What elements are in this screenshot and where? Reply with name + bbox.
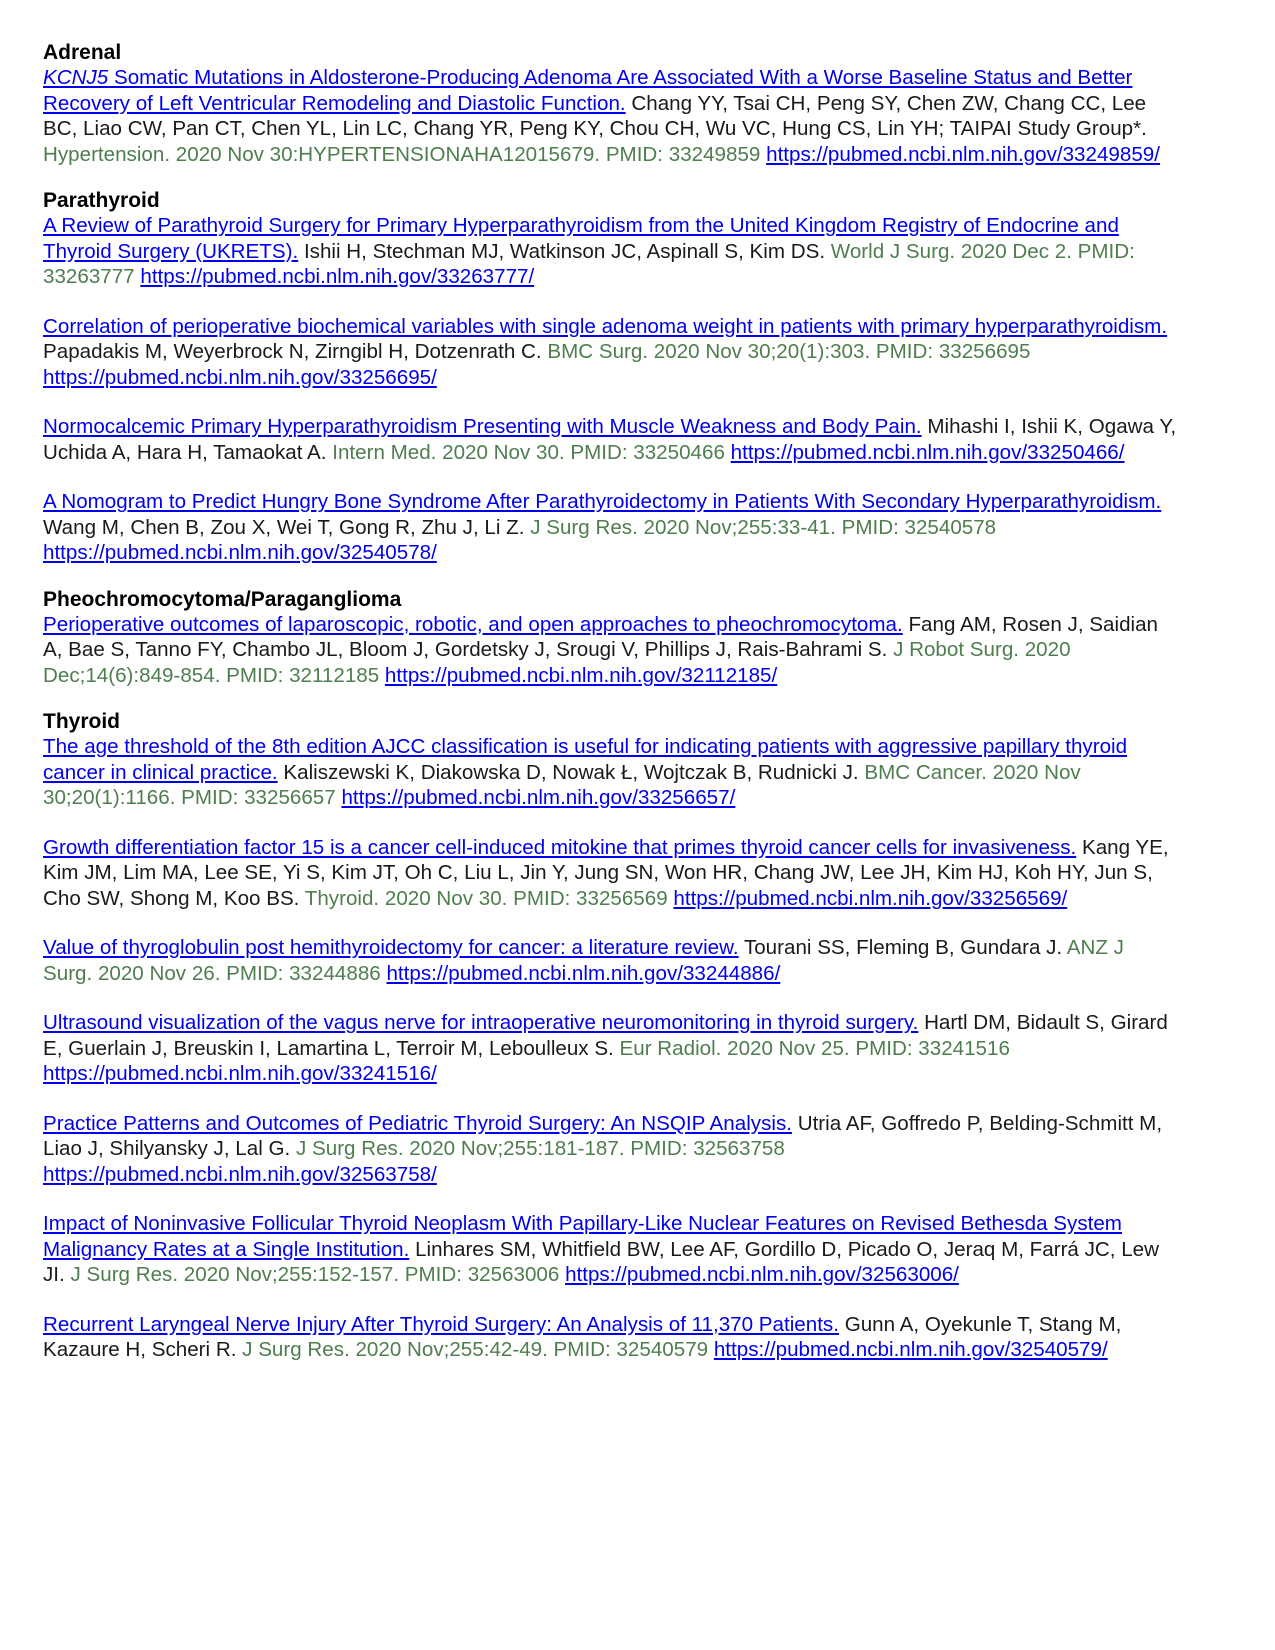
article-title-link[interactable]	[43, 315, 1167, 338]
article-title-text: Growth differentiation factor 15 is a cancer cell-induced mitokine that primes thyroid cancer cells for invasiveness.	[43, 835, 1077, 859]
article-title-text: Recurrent Laryngeal Nerve Injury After Thyroid Surgery: An Analysis of 11,370 Patients.	[43, 1312, 839, 1336]
citation-entry	[43, 835, 1178, 912]
journal-citation: Hypertension. 2020 Nov 30:HYPERTENSIONAHA12015679. PMID: 33249859	[43, 142, 761, 166]
pubmed-url-link[interactable]: https://pubmed.ncbi.nlm.nih.gov/33249859/	[766, 142, 1160, 166]
journal-citation: J Surg Res. 2020 Nov;255:42-49. PMID: 32540579	[242, 1338, 709, 1361]
pubmed-url-link[interactable]: https://pubmed.ncbi.nlm.nih.gov/32540578/	[43, 541, 437, 564]
journal-citation: J Robot Surg. 2020 Dec;14(6):849-854. PMID: 32112185	[43, 638, 1071, 687]
authors: Mihashi I, Ishii K, Ogawa Y, Uchida A, Hara H, Tamaokat A.	[43, 415, 1177, 464]
authors: Tourani SS, Fleming B, Gundara J.	[743, 936, 1063, 959]
article-title-text: Normocalcemic Primary Hyperparathyroidism Presenting with Muscle Weakness and Body Pain.	[43, 415, 922, 438]
citation-entry	[43, 1010, 1178, 1087]
article-title-text: Somatic Mutations in Aldosterone-Producing Adenoma Are Associated With a Worse Baseline Status and Better Recovery of Left Ventricular Remodeling and Diastolic Function.	[43, 66, 1133, 115]
article-title-link[interactable]	[43, 1112, 792, 1135]
pubmed-url-link[interactable]: https://pubmed.ncbi.nlm.nih.gov/32563758/	[43, 1162, 437, 1186]
journal-citation: BMC Cancer. 2020 Nov 30;20(1):1166. PMID: 33256657	[43, 760, 1081, 809]
citation-entry	[43, 1111, 1178, 1188]
article-title-link[interactable]	[43, 613, 903, 636]
article-title-link[interactable]	[43, 1313, 839, 1336]
article-title-text: A Nomogram to Predict Hungry Bone Syndrome After Parathyroidectomy in Patients With Secondary Hyperparathyroidism.	[43, 490, 1162, 513]
gene-name: KCNJ5	[43, 66, 109, 89]
pubmed-url-link[interactable]: https://pubmed.ncbi.nlm.nih.gov/32540579/	[713, 1338, 1108, 1361]
section-heading: Adrenal	[43, 41, 122, 64]
pubmed-url-link[interactable]: https://pubmed.ncbi.nlm.nih.gov/33244886/	[386, 961, 781, 985]
pubmed-url-link[interactable]: https://pubmed.ncbi.nlm.nih.gov/33256569/	[673, 886, 1068, 910]
section-parathyroid	[43, 188, 1178, 566]
citation-entry	[43, 1312, 1178, 1363]
authors: Hartl DM, Bidault S, Girard E, Guerlain J, Breuskin I, Lamartina L, Terroir M, Leboulleux S.	[43, 1011, 1168, 1060]
journal-citation: J Surg Res. 2020 Nov;255:33-41. PMID: 32540578	[530, 515, 997, 539]
authors: Fang AM, Rosen J, Saidian A, Bae S, Tanno FY, Chambo JL, Bloom J, Gordetsky J, Srougi V, Phillips J, Rais-Bahrami S.	[43, 612, 1159, 661]
pubmed-url-link[interactable]: https://pubmed.ncbi.nlm.nih.gov/33250466/	[730, 440, 1125, 464]
citation-entry	[43, 935, 1178, 986]
citation-entry	[43, 65, 1178, 167]
authors: Utria AF, Goffredo P, Belding-Schmitt M, Liao J, Shilyansky J, Lal G.	[43, 1111, 1163, 1160]
article-title-link[interactable]	[43, 836, 1076, 859]
pubmed-url-link[interactable]: https://pubmed.ncbi.nlm.nih.gov/33241516/	[43, 1062, 437, 1085]
section-thyroid	[43, 709, 1178, 1363]
citation-entry	[43, 489, 1178, 566]
article-title-link[interactable]	[43, 1011, 918, 1034]
section-pheochromocytoma-paraganglioma	[43, 587, 1178, 689]
authors: Gunn A, Oyekunle T, Stang M, Kazaure H, Scheri R.	[43, 1312, 1122, 1361]
article-title-text: Value of thyroglobulin post hemithyroidectomy for cancer: a literature review.	[43, 936, 739, 959]
citation-entry	[43, 734, 1178, 811]
journal-citation: World J Surg. 2020 Dec 2. PMID: 33263777	[43, 239, 1135, 288]
article-title-text: Perioperative outcomes of laparoscopic, robotic, and open approaches to pheochromocytoma.	[43, 612, 903, 636]
section-adrenal	[43, 40, 1178, 167]
journal-citation: Eur Radiol. 2020 Nov 25. PMID: 33241516	[619, 1036, 1010, 1060]
journal-citation: Thyroid. 2020 Nov 30. PMID: 33256569	[304, 886, 668, 910]
article-title-text: Impact of Noninvasive Follicular Thyroid Neoplasm With Papillary-Like Nuclear Features on Revised Bethesda System Malignancy Rates at a Single Institution.	[43, 1212, 1122, 1261]
citation-entry	[43, 314, 1178, 391]
pubmed-url-link[interactable]: https://pubmed.ncbi.nlm.nih.gov/33256695/	[43, 365, 437, 389]
authors: Kang YE, Kim JM, Lim MA, Lee SE, Yi S, Kim JT, Oh C, Liu L, Jin Y, Jung SN, Won HR, Chang JW, Lee JH, Kim HJ, Koh HY, Jun S, Cho SW, Shong M, Koo BS.	[43, 835, 1169, 910]
article-title-link[interactable]	[43, 490, 1161, 513]
journal-citation: Intern Med. 2020 Nov 30. PMID: 33250466	[332, 440, 725, 464]
citation-entry	[43, 213, 1178, 290]
article-title-text: Correlation of perioperative biochemical variables with single adenoma weight in patients with primary hyperparathyroidism.	[43, 314, 1168, 338]
section-heading: Pheochromocytoma/Paraganglioma	[43, 587, 402, 611]
authors: Linhares SM, Whitfield BW, Lee AF, Gordillo D, Picado O, Jeraq M, Farrá JC, Lew JI.	[43, 1237, 1160, 1286]
authors: Wang M, Chen B, Zou X, Wei T, Gong R, Zhu J, Li Z.	[43, 515, 525, 539]
authors: Chang YY, Tsai CH, Peng SY, Chen ZW, Chang CC, Lee BC, Liao CW, Pan CT, Chen YL, Lin LC, Chang YR, Peng KY, Chou CH, Wu VC, Hung CS, Lin YH; TAIPAI Study Group*.	[43, 91, 1147, 140]
citation-entry	[43, 414, 1178, 465]
article-title-text: The age threshold of the 8th edition AJCC classification is useful for indicating patients with aggressive papillary thyroid cancer in clinical practice.	[43, 735, 1128, 784]
pubmed-url-link[interactable]: https://pubmed.ncbi.nlm.nih.gov/33256657/	[341, 786, 736, 809]
article-title-link[interactable]	[43, 415, 922, 438]
article-title-text: A Review of Parathyroid Surgery for Primary Hyperparathyroidism from the United Kingdom Registry of Endocrine and Thyroid Surgery (UKRETS).	[43, 214, 1119, 263]
journal-citation: J Surg Res. 2020 Nov;255:152-157. PMID: 32563006	[70, 1263, 560, 1286]
pubmed-url-link[interactable]: https://pubmed.ncbi.nlm.nih.gov/32563006/	[565, 1263, 959, 1286]
article-title-text: Ultrasound visualization of the vagus nerve for intraoperative neuromonitoring in thyroid surgery.	[43, 1011, 919, 1034]
journal-citation: ANZ J Surg. 2020 Nov 26. PMID: 33244886	[43, 936, 1124, 985]
journal-citation: BMC Surg. 2020 Nov 30;20(1):303. PMID: 33256695	[547, 340, 1031, 363]
pubmed-url-link[interactable]: https://pubmed.ncbi.nlm.nih.gov/32112185/	[384, 663, 778, 687]
authors: Ishii H, Stechman MJ, Watkinson JC, Aspinall S, Kim DS.	[303, 239, 826, 263]
section-heading: Thyroid	[43, 710, 120, 733]
article-title-text: Practice Patterns and Outcomes of Pediatric Thyroid Surgery: An NSQIP Analysis.	[43, 1111, 792, 1135]
authors: Papadakis M, Weyerbrock N, Zirngibl H, Dotzenrath C.	[43, 340, 542, 363]
article-title-link[interactable]	[43, 936, 739, 959]
citation-entry	[43, 1211, 1178, 1288]
document-body	[43, 40, 1178, 1384]
citation-entry	[43, 612, 1178, 689]
section-heading: Parathyroid	[43, 189, 160, 212]
journal-citation: J Surg Res. 2020 Nov;255:181-187. PMID: 32563758	[295, 1137, 785, 1160]
pubmed-url-link[interactable]: https://pubmed.ncbi.nlm.nih.gov/33263777/	[140, 265, 535, 288]
authors: Kaliszewski K, Diakowska D, Nowak Ł, Wojtczak B, Rudnicki J.	[283, 760, 859, 784]
